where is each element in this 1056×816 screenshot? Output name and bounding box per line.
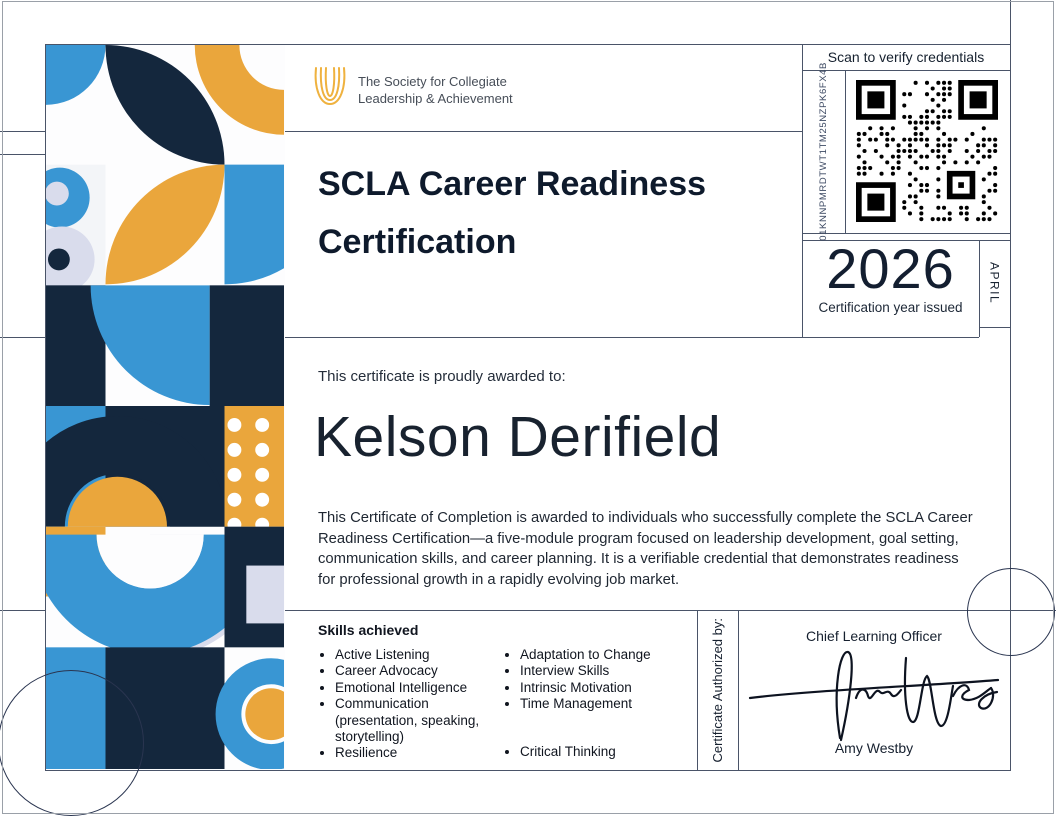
line-qr-bottom <box>802 233 1010 234</box>
month-issued: APRIL <box>987 262 1002 305</box>
skills-header: Skills achieved <box>318 622 419 638</box>
line-month-bottom <box>979 327 1010 328</box>
skills-column-1 <box>318 647 485 762</box>
signature-cell <box>738 610 1010 770</box>
skill-item: • Career Advocacy <box>335 663 485 679</box>
org-header <box>312 66 513 113</box>
skill-item: • Resilience <box>335 745 485 761</box>
line-scan-bottom <box>802 70 1010 71</box>
authorized-by-label: Certificate Authorized by: <box>710 617 725 763</box>
qr-code[interactable] <box>856 80 998 222</box>
certificate-title: SCLA Career Readiness Certification <box>318 165 707 262</box>
skill-item: • Communication (presentation, speaking, storytelling) <box>335 696 485 745</box>
line-code-divider <box>845 70 846 233</box>
skills-column-2 <box>503 647 690 713</box>
skill-item: • Interview Skills <box>520 663 690 679</box>
signature-graphic <box>744 638 1004 742</box>
outline-circle-bottom-left <box>0 670 144 816</box>
award-intro: This certificate is proudly awarded to: <box>318 368 566 385</box>
org-name: The Society for Collegiate Leadership & Achievement <box>358 73 513 106</box>
certificate-description: This Certificate of Completion is awarded to individuals who successfully complete the SCLA Career Readiness Certification—a five-module program focused on leadership development, goal setting, communication skills, and career planning. It is a verifiable credential that demonstrates readiness for professional growth in a rapidly evolving job market. <box>318 510 973 588</box>
year-caption: Certification year issued <box>818 300 963 315</box>
geometric-pattern <box>45 44 285 770</box>
scla-laurel-logo-icon <box>312 66 348 113</box>
skill-item: • Emotional Intelligence <box>335 680 485 696</box>
year-issued-cell <box>802 237 979 337</box>
year-issued: 2026 <box>826 237 955 300</box>
skill-item: • Adaptation to Change <box>520 647 690 663</box>
skills-section <box>318 622 690 762</box>
skill-item: • Time Management <box>520 696 690 712</box>
authorized-by-label-cell <box>697 610 738 770</box>
scan-verify-header: Scan to verify credentials <box>827 49 985 65</box>
skill-item: • Intrinsic Motivation <box>520 680 690 696</box>
skills-column-2-bottom <box>503 744 690 760</box>
skill-item: • Critical Thinking <box>520 744 690 760</box>
geometric-pattern-art <box>46 45 284 769</box>
signer-title: Chief Learning Officer <box>806 628 942 644</box>
line-margin-tick <box>0 154 45 155</box>
credential-code: 01KNNPMRDTWT1TM25NZPK6FX4B <box>817 62 829 241</box>
recipient-name: Kelson Derifield <box>314 405 722 469</box>
skill-item: • Active Listening <box>335 647 485 663</box>
signer-name: Amy Westby <box>834 740 914 756</box>
month-issued-cell <box>979 240 1010 327</box>
